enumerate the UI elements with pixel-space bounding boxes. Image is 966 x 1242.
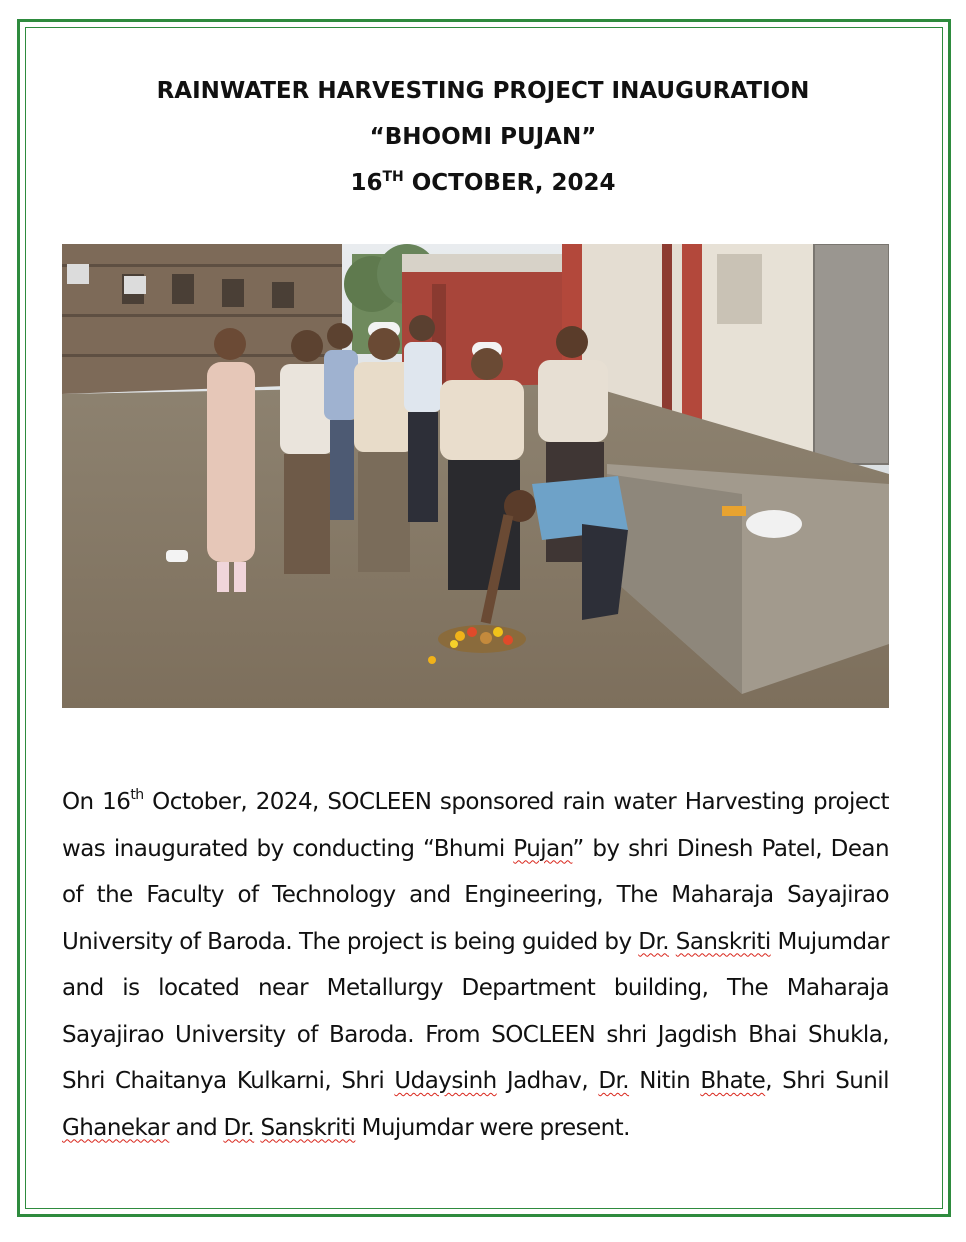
title-line-date — [0, 166, 966, 212]
date-ordinal: TH — [382, 169, 404, 185]
text-segment: October, 2024, SOCLEEN sponsored rain water Harvesting project was inaugurated by conducting “Bhumi — [62, 789, 890, 862]
spellcheck-word: Sanskriti — [675, 928, 771, 955]
text-segment — [669, 929, 676, 955]
title-line-1: RAINWATER HARVESTING PROJECT INAUGURATION — [156, 78, 810, 104]
spellcheck-word: Udaysinh — [394, 1068, 497, 1094]
text-segment: , Shri Sunil — [765, 1068, 889, 1094]
date-month-year: OCTOBER, 2024 — [403, 170, 616, 196]
date-day: 16 — [350, 170, 383, 196]
spellcheck-word: Dr. — [598, 1068, 630, 1094]
person-5 — [404, 315, 442, 522]
spellcheck-word: Dr. — [638, 928, 669, 955]
event-photo — [62, 244, 889, 708]
text-segment: On 16 — [62, 789, 131, 815]
event-description — [62, 779, 889, 1151]
document-title — [0, 74, 966, 212]
text-segment: Jadhav, — [496, 1068, 599, 1094]
text-segment: Mujumdar were present. — [355, 1114, 630, 1141]
text-segment: and — [169, 1114, 224, 1141]
spellcheck-word: Dr. — [223, 1114, 255, 1141]
spellcheck-word: Bhate — [700, 1068, 766, 1094]
ordinal-suffix: th — [130, 787, 144, 803]
spellcheck-word: Sanskriti — [260, 1114, 356, 1141]
title-line-2: “BHOOMI PUJAN” — [369, 124, 597, 150]
text-segment: Mujumdar and is located near Metallurgy Department building, The Maharaja Sayajirao University of Baroda. From SOCLEEN shri Jagdish Bhai Shukla, Shri Chaitanya Kulkarni, Shri — [62, 928, 889, 1094]
text-segment: ” by shri Dinesh Patel, Dean of the Faculty of Technology and Engineering, The Maharaja Sayajirao University of Baroda. The project is being guided by — [62, 835, 889, 955]
text-segment: Nitin — [629, 1068, 701, 1094]
spellcheck-word: Pujan — [513, 835, 573, 862]
spellcheck-word: Ghanekar — [62, 1114, 170, 1141]
person-woman — [207, 328, 255, 592]
